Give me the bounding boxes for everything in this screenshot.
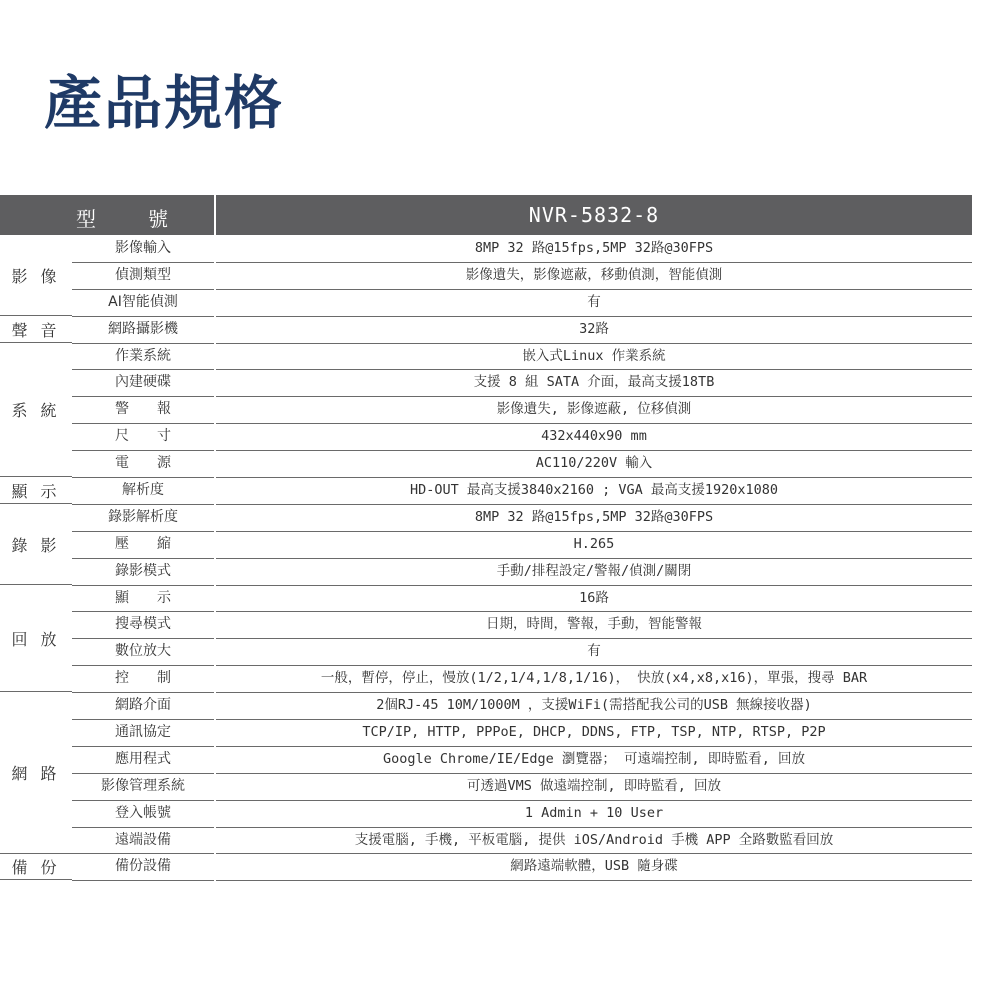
spec-row (0, 450, 972, 477)
header-label-cell (0, 195, 214, 235)
page-title: 產品規格 (44, 69, 285, 137)
spec-label: 控 制 (72, 665, 214, 693)
category-label: 系 統 (11, 401, 61, 421)
spec-row (0, 477, 972, 504)
category-label: 顯 示 (11, 481, 61, 501)
spec-row (0, 827, 972, 854)
spec-group (0, 692, 972, 853)
spec-value: 支援 8 組 SATA 介面，最高支援18TB (216, 369, 972, 397)
spec-row (0, 853, 972, 880)
spec-value: 8MP 32 路@15fps,5MP 32路@30FPS (216, 235, 972, 263)
spec-label: 顯 示 (72, 585, 214, 613)
spec-row (0, 262, 972, 289)
spec-value: H.265 (216, 531, 972, 559)
spec-row (0, 558, 972, 585)
spec-row (0, 585, 972, 612)
spec-label: 網路介面 (72, 692, 214, 720)
spec-row (0, 746, 972, 773)
spec-value: TCP/IP, HTTP, PPPoE, DHCP, DDNS, FTP, TSP, NTP, RTSP, P2P (216, 719, 972, 747)
spec-value: 支援電腦, 手機, 平板電腦, 提供 iOS/Android 手機 APP 全路數監看回放 (216, 827, 972, 855)
spec-group (0, 585, 972, 693)
spec-label: 電 源 (72, 450, 214, 478)
spec-row (0, 343, 972, 370)
spec-row (0, 423, 972, 450)
header-label-2: 號 (148, 207, 168, 231)
spec-group (0, 343, 972, 477)
spec-label: 應用程式 (72, 746, 214, 774)
spec-row (0, 638, 972, 665)
spec-group (0, 235, 972, 316)
spec-value: 影像遺失，影像遮蔽，移動偵測，智能偵測 (216, 262, 972, 290)
spec-value: 可透過VMS 做遠端控制, 即時監看, 回放 (216, 773, 972, 801)
spec-label: AI智能偵測 (72, 289, 214, 317)
spec-label: 內建硬碟 (72, 369, 214, 397)
spec-label: 偵測類型 (72, 262, 214, 290)
table-header (0, 195, 972, 235)
spec-value: 432x440x90 mm (216, 423, 972, 451)
spec-row (0, 235, 972, 262)
header-label-1: 型 (76, 207, 96, 231)
spec-value: 16路 (216, 585, 972, 613)
spec-group (0, 504, 972, 585)
spec-value: AC110/220V 輸入 (216, 450, 972, 478)
category-label: 備 份 (11, 858, 61, 878)
spec-group (0, 477, 972, 504)
category-label: 網 路 (11, 764, 61, 784)
spec-row (0, 611, 972, 638)
spec-label: 錄影解析度 (72, 504, 214, 532)
spec-value: 網路遠端軟體，USB 隨身碟 (216, 853, 972, 881)
spec-value: 嵌入式Linux 作業系統 (216, 343, 972, 371)
spec-label: 影像管理系統 (72, 773, 214, 801)
table-body (0, 235, 972, 880)
spec-label: 解析度 (72, 477, 214, 505)
spec-table (0, 195, 972, 880)
spec-group (0, 853, 972, 880)
spec-label: 影像輸入 (72, 235, 214, 263)
spec-value: 有 (216, 638, 972, 666)
spec-label: 備份設備 (72, 853, 214, 881)
spec-value: 手動/排程設定/警報/偵測/關閉 (216, 558, 972, 586)
spec-row (0, 800, 972, 827)
spec-row (0, 504, 972, 531)
model-number: NVR-5832-8 (216, 195, 972, 235)
spec-value: 1 Admin + 10 User (216, 800, 972, 828)
spec-label: 遠端設備 (72, 827, 214, 855)
spec-value: HD-OUT 最高支援3840x2160 ; VGA 最高支援1920x1080 (216, 477, 972, 505)
category-label: 錄 影 (11, 535, 61, 555)
spec-label: 網路攝影機 (72, 316, 214, 344)
spec-value: 一般，暫停，停止，慢放(1/2,1/4,1/8,1/16)， 快放(x4,x8,x16)，單張，搜尋 BAR (216, 665, 972, 693)
spec-label: 登入帳號 (72, 800, 214, 828)
spec-value: Google Chrome/IE/Edge 瀏覽器； 可遠端控制, 即時監看, 回放 (216, 746, 972, 774)
category-label: 聲 音 (11, 320, 61, 340)
spec-value: 有 (216, 289, 972, 317)
spec-value: 日期，時間，警報，手動，智能警報 (216, 611, 972, 639)
spec-value: 影像遺失, 影像遮蔽, 位移偵測 (216, 396, 972, 424)
spec-label: 錄影模式 (72, 558, 214, 586)
spec-label: 警 報 (72, 396, 214, 424)
spec-row (0, 369, 972, 396)
spec-value: 32路 (216, 316, 972, 344)
spec-row (0, 396, 972, 423)
spec-row (0, 289, 972, 316)
spec-value: 2個RJ-45 10M/1000M ，支援WiFi(需搭配我公司的USB 無線接收器) (216, 692, 972, 720)
spec-label: 通訊協定 (72, 719, 214, 747)
spec-row (0, 719, 972, 746)
spec-label: 壓 縮 (72, 531, 214, 559)
spec-row (0, 531, 972, 558)
spec-row (0, 316, 972, 343)
spec-group (0, 316, 972, 343)
category-label: 回 放 (11, 629, 61, 649)
category-label: 影 像 (11, 266, 61, 286)
spec-row (0, 773, 972, 800)
spec-row (0, 692, 972, 719)
spec-label: 搜尋模式 (72, 611, 214, 639)
spec-label: 數位放大 (72, 638, 214, 666)
spec-label: 作業系統 (72, 343, 214, 371)
spec-value: 8MP 32 路@15fps,5MP 32路@30FPS (216, 504, 972, 532)
spec-label: 尺 寸 (72, 423, 214, 451)
spec-row (0, 665, 972, 692)
